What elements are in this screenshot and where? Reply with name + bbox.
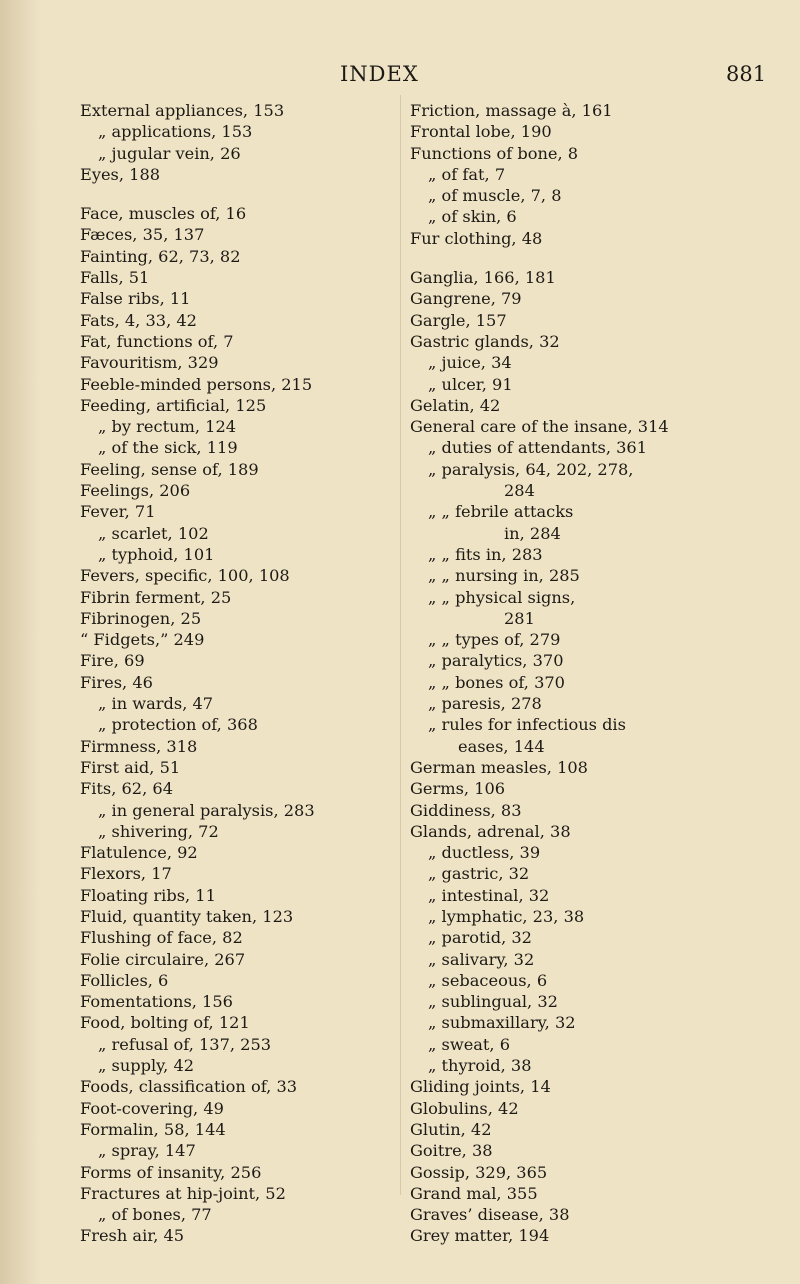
index-entry: Gastric glands, 32 [410, 331, 560, 351]
index-entry: „ salivary, 32 [428, 949, 535, 969]
index-entry: „ paresis, 278 [428, 694, 542, 714]
index-entry: „ paralytics, 370 [428, 651, 564, 671]
page-number: 881 [726, 62, 767, 86]
index-entry-continued: in, 284 [504, 523, 561, 543]
index-entry: „ ductless, 39 [428, 843, 541, 863]
index-entry: Fibrin ferment, 25 [80, 587, 232, 607]
index-entry: „ of muscle, 7, 8 [428, 186, 562, 206]
index-entry: „ in wards, 47 [98, 694, 214, 714]
index-entry: „ refusal of, 137, 253 [98, 1034, 272, 1054]
index-entry: Flushing of face, 82 [80, 928, 243, 948]
index-entry: „ of the sick, 119 [98, 438, 238, 458]
index-entry: Germs, 106 [410, 779, 506, 799]
page-edge-shadow [0, 0, 40, 1284]
index-entry: „ scarlet, 102 [98, 523, 209, 543]
index-entry: Feeble-minded persons, 215 [80, 374, 313, 394]
index-entry: Foods, classification of, 33 [80, 1077, 298, 1097]
index-entry: „ submaxillary, 32 [428, 1013, 576, 1033]
index-entry: Goitre, 38 [410, 1141, 493, 1161]
index-entry: „ spray, 147 [98, 1141, 196, 1161]
index-entry: „ protection of, 368 [98, 715, 258, 735]
index-entry: „ sweat, 6 [428, 1034, 511, 1054]
index-entry: „ jugular vein, 26 [98, 143, 241, 163]
index-entry: „ ulcer, 91 [428, 374, 513, 394]
index-entry: False ribs, 11 [80, 289, 191, 309]
index-entry: Fainting, 62, 73, 82 [80, 246, 241, 266]
index-entry-continued: 284 [504, 481, 535, 501]
index-column-right [410, 100, 755, 1247]
index-entry: Graves’ disease, 38 [410, 1205, 570, 1225]
index-entry: Favouritism, 329 [80, 353, 219, 373]
index-entry: Follicles, 6 [80, 970, 169, 990]
index-entry: Folie circulaire, 267 [80, 949, 246, 969]
index-entry: „ of skin, 6 [428, 207, 517, 227]
index-entry: Fluid, quantity taken, 123 [80, 906, 294, 926]
index-entry: Grey matter, 194 [410, 1226, 550, 1246]
index-column-left [80, 100, 390, 1247]
index-entry: Glands, adrenal, 38 [410, 821, 571, 841]
index-entry: „ juice, 34 [428, 353, 512, 373]
index-entry: German measles, 108 [410, 757, 588, 777]
index-entry: Flatulence, 92 [80, 843, 198, 863]
index-entry: Gossip, 329, 365 [410, 1162, 548, 1182]
index-entry: „ „ bones of, 370 [428, 672, 565, 692]
index-entry: Friction, massage à, 161 [410, 101, 613, 120]
index-entry: Fæces, 35, 137 [80, 225, 205, 245]
index-entry: First aid, 51 [80, 757, 181, 777]
index-entry: Frontal lobe, 190 [410, 122, 552, 142]
index-entry: Glutin, 42 [410, 1119, 492, 1139]
index-entry: Fires, 46 [80, 672, 153, 692]
index-entry: Flexors, 17 [80, 864, 172, 884]
index-entry: Fomentations, 156 [80, 992, 233, 1012]
index-entry: „ typhoid, 101 [98, 544, 215, 564]
index-entry: „ sebaceous, 6 [428, 970, 548, 990]
index-entry: Giddiness, 83 [410, 800, 522, 820]
index-entry: Forms of insanity, 256 [80, 1162, 262, 1182]
index-entry: Fevers, specific, 100, 108 [80, 566, 290, 586]
index-entry: „ „ nursing in, 285 [428, 566, 580, 586]
index-entry: Fever, 71 [80, 502, 156, 522]
index-entry: Floating ribs, 11 [80, 885, 216, 905]
index-entry: Grand mal, 355 [410, 1183, 538, 1203]
index-entry: „ duties of attendants, 361 [428, 438, 648, 458]
index-entry: Fats, 4, 33, 42 [80, 310, 197, 330]
index-entry: Fur clothing, 48 [410, 228, 543, 248]
section-gap [80, 185, 390, 203]
index-entry: Feelings, 206 [80, 481, 191, 501]
page-title: INDEX [340, 62, 419, 86]
index-entry: „ lymphatic, 23, 38 [428, 906, 585, 926]
index-entry: Gliding joints, 14 [410, 1077, 551, 1097]
index-entry: „ sublingual, 32 [428, 992, 558, 1012]
index-entry: Gargle, 157 [410, 310, 507, 330]
index-entry: „ gastric, 32 [428, 864, 530, 884]
index-entry: „ „ types of, 279 [428, 630, 561, 650]
page-header [0, 62, 800, 92]
index-entry-continued: 281 [504, 608, 535, 628]
index-entry: Feeding, artificial, 125 [80, 395, 267, 415]
index-entry: Eyes, 188 [80, 164, 161, 184]
index-entry: „ rules for infectious dis [428, 715, 626, 735]
index-entry: „ supply, 42 [98, 1056, 195, 1076]
index-entry: Feeling, sense of, 189 [80, 459, 259, 479]
index-entry: „ of bones, 77 [98, 1205, 212, 1225]
index-entry: “ Fidgets,” 249 [80, 630, 205, 650]
index-entry: General care of the insane, 314 [410, 417, 669, 437]
index-entry: External appliances, 153 [80, 101, 285, 120]
index-entry: Ganglia, 166, 181 [410, 268, 556, 288]
index-entry: „ thyroid, 38 [428, 1056, 532, 1076]
column-divider [400, 95, 401, 1195]
index-entry: Fresh air, 45 [80, 1226, 185, 1246]
index-entry: Firmness, 318 [80, 736, 198, 756]
index-entry: Gelatin, 42 [410, 395, 501, 415]
index-entry: Fractures at hip-joint, 52 [80, 1183, 286, 1203]
index-entry: „ shivering, 72 [98, 821, 219, 841]
index-entry: „ „ fits in, 283 [428, 544, 543, 564]
index-entry: „ intestinal, 32 [428, 885, 550, 905]
index-entry: Fibrinogen, 25 [80, 608, 202, 628]
index-entry: „ „ febrile attacks [428, 502, 574, 522]
index-entry: „ paralysis, 64, 202, 278, [428, 459, 634, 479]
index-entry: Falls, 51 [80, 268, 150, 288]
index-entry-continued: eases, 144 [458, 736, 545, 756]
index-entry: „ of fat, 7 [428, 164, 506, 184]
index-entry: Gangrene, 79 [410, 289, 522, 309]
index-entry: Fits, 62, 64 [80, 779, 173, 799]
index-entry: Formalin, 58, 144 [80, 1119, 226, 1139]
index-entry: „ „ physical signs, [428, 587, 576, 607]
index-entry: „ parotid, 32 [428, 928, 532, 948]
index-entry: Foot-covering, 49 [80, 1098, 224, 1118]
index-entry: Fire, 69 [80, 651, 145, 671]
index-entry: Food, bolting of, 121 [80, 1013, 250, 1033]
index-entry: „ in general paralysis, 283 [98, 800, 315, 820]
index-entry: Fat, functions of, 7 [80, 331, 234, 351]
index-entry: „ applications, 153 [98, 122, 253, 142]
index-entry: „ by rectum, 124 [98, 417, 237, 437]
index-entry: Face, muscles of, 16 [80, 204, 247, 224]
section-gap [410, 249, 755, 267]
index-entry: Functions of bone, 8 [410, 143, 579, 163]
index-entry: Globulins, 42 [410, 1098, 519, 1118]
